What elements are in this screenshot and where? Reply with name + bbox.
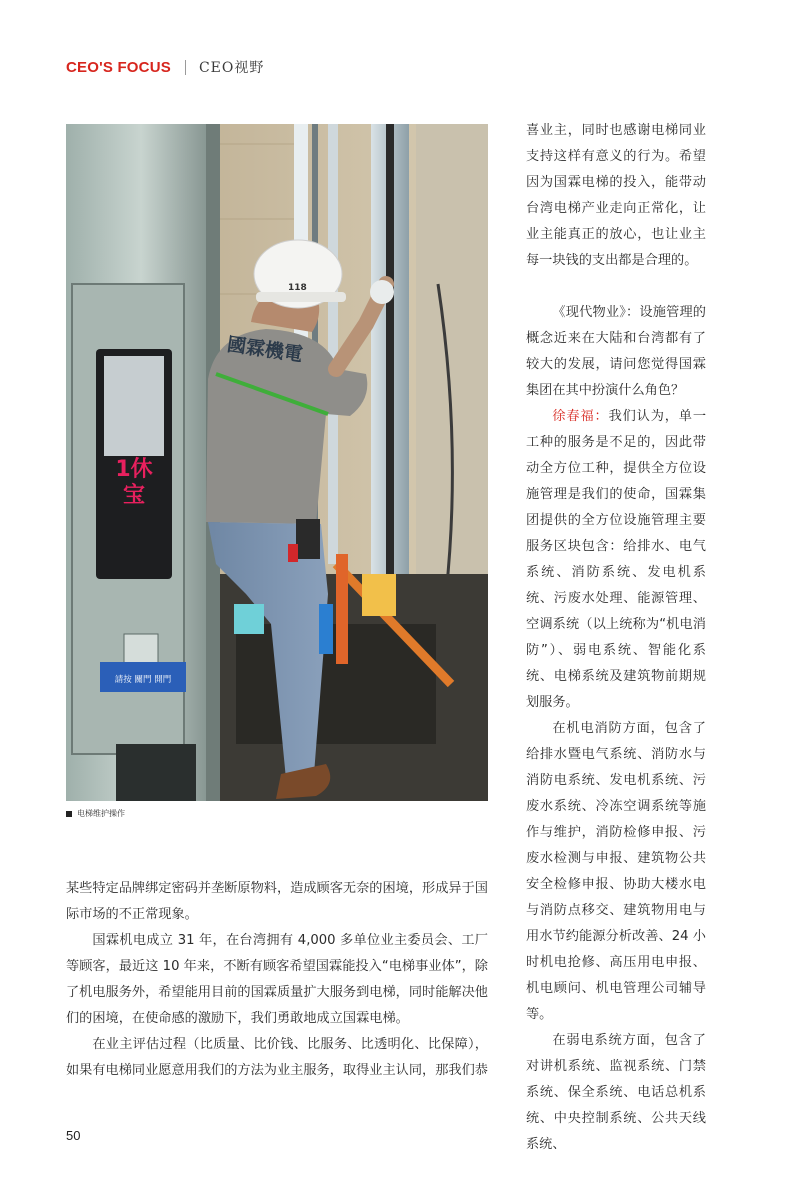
caption-marker [66, 811, 72, 817]
svg-text:國霖機電: 國霖機電 [225, 333, 305, 366]
body-paragraph: 在业主评估过程（比质量、比价钱、比服务、比透明化、比保障），如果有电梯同业愿意用我们的方法为业主服务，取得业主认同，那我们恭 [66, 1037, 488, 1078]
svg-text:118: 118 [288, 283, 307, 293]
body-paragraph: 国霖机电成立 31 年，在台湾拥有 4,000 多单位业主委员会、工厂等顾客，最近这 10 年来，不断有顾客希望国霖能投入“电梯事业体”，除了机电服务外，希望能用目前的国霖质量扩大服务到电梯，同时能解决他们的困境，在使命感的激励下，我们勇敢地成立国霖电梯。 [66, 933, 488, 1026]
interview-question: 《现代物业》：设施管理的概念近来在大陆和台湾都有了较大的发展，请问您觉得国霖集团在其中扮演什么角色？ [526, 305, 706, 398]
answer-text: 我们认为，单一工种的服务是不足的，因此带动全方位工种，提供全方位设施管理是我们的使命，国霖集团提供的全方位设施管理主要服务区块包含：给排水、电气系统、消防系统、发电机系统、污废水处理、能源管理、空调系统（以上统称为“机电消防”）、弱电系统、智能化系统、电梯系统及建筑物前期规划服务。 [526, 409, 707, 710]
interview-answer [526, 404, 706, 716]
body-paragraph: 在弱电系统方面，包含了对讲机系统、监视系统、门禁系统、保全系统、电话总机系统、中央控制系统、公共天线系统、 [526, 1033, 706, 1152]
body-right-column [526, 118, 706, 1158]
body-paragraph: 喜业主，同时也感谢电梯同业支持这样有意义的行为。希望因为国霖电梯的投入，能带动台湾电梯产业走向正常化，让业主能真正的放心，也让业主每一块钱的支出都是合理的。 [526, 123, 706, 268]
elevator-maintenance-photo [66, 124, 488, 801]
section-brand: CEO'S FOCUS [66, 58, 171, 76]
section-brand-cn: CEO视野 [198, 60, 265, 76]
page-header [66, 56, 264, 78]
header-divider [185, 60, 186, 75]
photo-caption [66, 808, 125, 819]
body-left-column [66, 876, 488, 1084]
svg-text:請按 關門 開門: 請按 關門 開門 [114, 675, 172, 685]
speaker-name: 徐春福： [552, 409, 609, 424]
body-paragraph: 某些特定品牌绑定密码并垄断原物料，造成顾客无奈的困境，形成异于国际市场的不正常现象。 [66, 881, 488, 922]
body-paragraph: 在机电消防方面，包含了给排水暨电气系统、消防水与消防电系统、发电机系统、污废水系统、冷冻空调系统等施作与维护，消防检修申报、污废水检测与申报、建筑物公共安全检修申报、协助大楼水电与消防点移交、建筑物用电与用水节约能源分析改善、24 小时机电抢修、高压用电申报、机电顾问、机电管理公司辅导等。 [526, 721, 706, 1022]
svg-text:宝: 宝 [122, 483, 146, 508]
svg-text:1休: 1休 [115, 457, 153, 482]
caption-text: 电梯维护操作 [77, 809, 125, 818]
paragraph-gap [526, 274, 706, 300]
page-number: 50 [66, 1128, 81, 1143]
